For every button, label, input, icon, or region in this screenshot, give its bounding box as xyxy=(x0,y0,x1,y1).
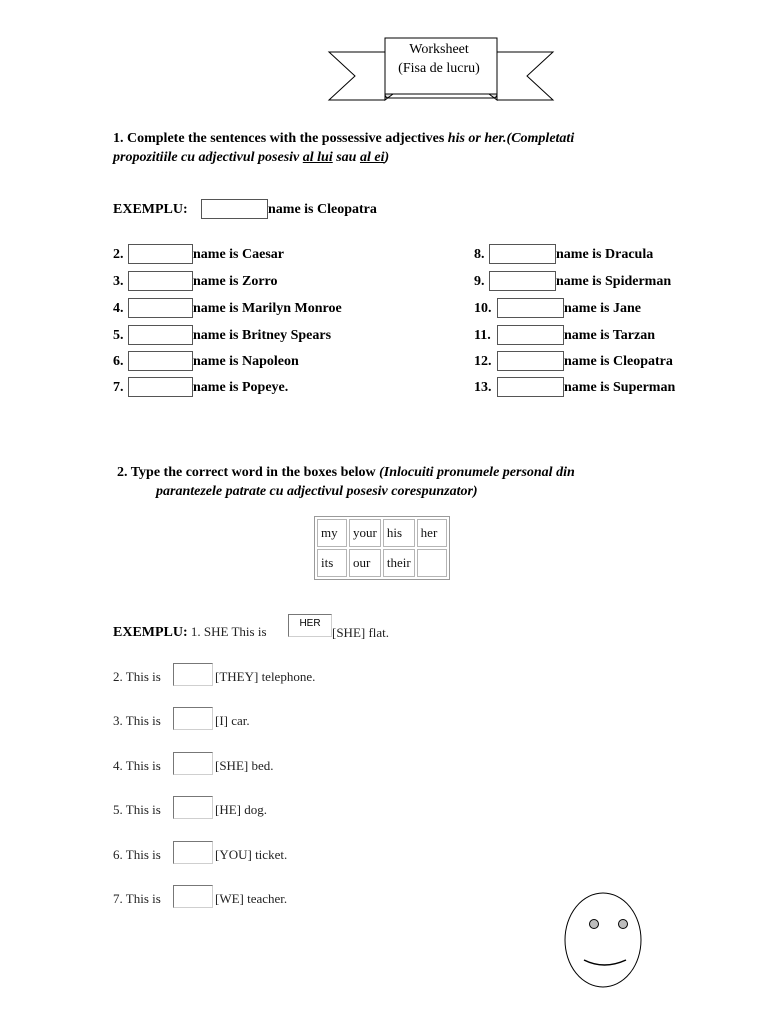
worksheet-title xyxy=(385,40,493,78)
table-row xyxy=(317,549,447,577)
sentence-suffix: [HE] dog. xyxy=(215,802,267,817)
answer-input[interactable] xyxy=(173,885,213,908)
answer-box[interactable] xyxy=(489,271,556,291)
table-row xyxy=(317,519,447,547)
title-line-1: Worksheet xyxy=(409,42,469,57)
sentence-prefix: 7. This is xyxy=(113,891,161,906)
item-text: name is Popeye. xyxy=(193,380,289,395)
title-line-2: (Fisa de lucru) xyxy=(398,61,480,76)
exercise-1-instruction-italic: his or her. xyxy=(447,131,507,146)
sentence-suffix: [YOU] ticket. xyxy=(215,847,288,862)
answer-box[interactable] xyxy=(128,298,193,318)
answer-box[interactable] xyxy=(497,325,564,345)
word-cell: her xyxy=(417,519,447,547)
item-number: 11. xyxy=(474,328,491,343)
sentence-item xyxy=(113,891,288,907)
smiley-face-icon xyxy=(560,890,646,990)
item-number: 10. xyxy=(474,301,492,316)
item-text: name is Dracula xyxy=(556,247,654,262)
sentence-prefix: 4. This is xyxy=(113,758,161,773)
exercise-1-instruction-translation-2: propozitiile cu adjectivul posesiv xyxy=(113,150,303,165)
item-text: name is Napoleon xyxy=(193,354,299,369)
answer-box[interactable] xyxy=(128,271,193,291)
answer-input[interactable] xyxy=(173,707,213,730)
item-text: name is Tarzan xyxy=(564,328,656,343)
sentence-suffix: [I] car. xyxy=(215,713,250,728)
answer-input[interactable] xyxy=(173,841,213,864)
exercise-2-instruction-bold: 2. Type the correct word in the boxes below xyxy=(117,465,380,480)
item-text: name is Jane xyxy=(564,301,641,316)
item-number: 8. xyxy=(474,247,485,262)
exercise-2-example xyxy=(113,624,267,641)
word-cell: its xyxy=(317,549,347,577)
item-text: name is Zorro xyxy=(193,274,278,289)
word-cell: your xyxy=(349,519,381,547)
al-ei-text: al ei xyxy=(359,150,385,165)
sentence-suffix: [THEY] telephone. xyxy=(215,669,316,684)
example-text: name is Cleopatra xyxy=(268,202,377,217)
answer-box[interactable] xyxy=(128,351,193,371)
word-bank-table xyxy=(314,516,450,580)
item-number: 4. xyxy=(113,301,124,316)
exercise-2-instructions xyxy=(117,463,677,501)
sentence-item xyxy=(113,713,250,729)
word-cell: his xyxy=(383,519,415,547)
item-text: name is Superman xyxy=(564,380,676,395)
al-lui-text: al lui xyxy=(302,150,333,165)
word-cell: our xyxy=(349,549,381,577)
answer-input[interactable] xyxy=(173,796,213,819)
item-text: name is Caesar xyxy=(193,247,284,262)
example-label: EXEMPLU: xyxy=(113,202,188,217)
word-cell xyxy=(417,549,447,577)
item-text: name is Marilyn Monroe xyxy=(193,301,342,316)
close-paren: ) xyxy=(384,150,390,165)
answer-box[interactable] xyxy=(497,351,564,371)
sentence-prefix: 5. This is xyxy=(113,802,161,817)
sentence-suffix: [WE] teacher. xyxy=(215,891,288,906)
item-number: 2. xyxy=(113,247,124,262)
exercise-1-instructions xyxy=(113,129,673,167)
item-number: 5. xyxy=(113,328,124,343)
sentence-item xyxy=(113,669,316,685)
item-text: name is Cleopatra xyxy=(564,354,673,369)
item-number: 3. xyxy=(113,274,124,289)
item-number: 7. xyxy=(113,380,124,395)
answer-box[interactable] xyxy=(497,377,564,397)
exercise-1-instruction-bold: 1. Complete the sentences with the possessive adjectives xyxy=(113,131,448,146)
sentence-suffix: [SHE] bed. xyxy=(215,758,274,773)
sentence-prefix: 2. This is xyxy=(113,669,161,684)
sentence-item xyxy=(113,802,267,818)
sentence-item xyxy=(113,758,274,774)
example-prefix: 1. SHE This is xyxy=(187,624,267,639)
sau-text: sau xyxy=(332,150,360,165)
example-suffix: [SHE] flat. xyxy=(332,625,390,640)
sentence-item xyxy=(113,847,288,863)
item-number: 12. xyxy=(474,354,492,369)
item-number: 6. xyxy=(113,354,124,369)
example-answer-box[interactable] xyxy=(201,199,268,219)
item-text: name is Britney Spears xyxy=(193,328,332,343)
exercise-1-instruction-translation-1: (Completati xyxy=(506,131,575,146)
sentence-prefix: 3. This is xyxy=(113,713,161,728)
example-answer-field[interactable]: HER xyxy=(288,614,332,637)
exercise-2-instruction-italic-1: (Inlocuiti pronumele personal din xyxy=(379,465,575,480)
word-cell: my xyxy=(317,519,347,547)
answer-input[interactable] xyxy=(173,663,213,686)
example-label: EXEMPLU: xyxy=(113,625,188,640)
item-number: 13. xyxy=(474,380,492,395)
word-cell: their xyxy=(383,549,415,577)
exercise-2-instruction-italic-2: parantezele patrate cu adjectivul posesiv corespunzator) xyxy=(156,484,478,499)
answer-box[interactable] xyxy=(128,377,193,397)
answer-input[interactable] xyxy=(173,752,213,775)
sentence-prefix: 6. This is xyxy=(113,847,161,862)
answer-box[interactable] xyxy=(489,244,556,264)
item-number: 9. xyxy=(474,274,485,289)
answer-box[interactable] xyxy=(497,298,564,318)
item-text: name is Spiderman xyxy=(556,274,672,289)
answer-box[interactable] xyxy=(128,325,193,345)
answer-box[interactable] xyxy=(128,244,193,264)
